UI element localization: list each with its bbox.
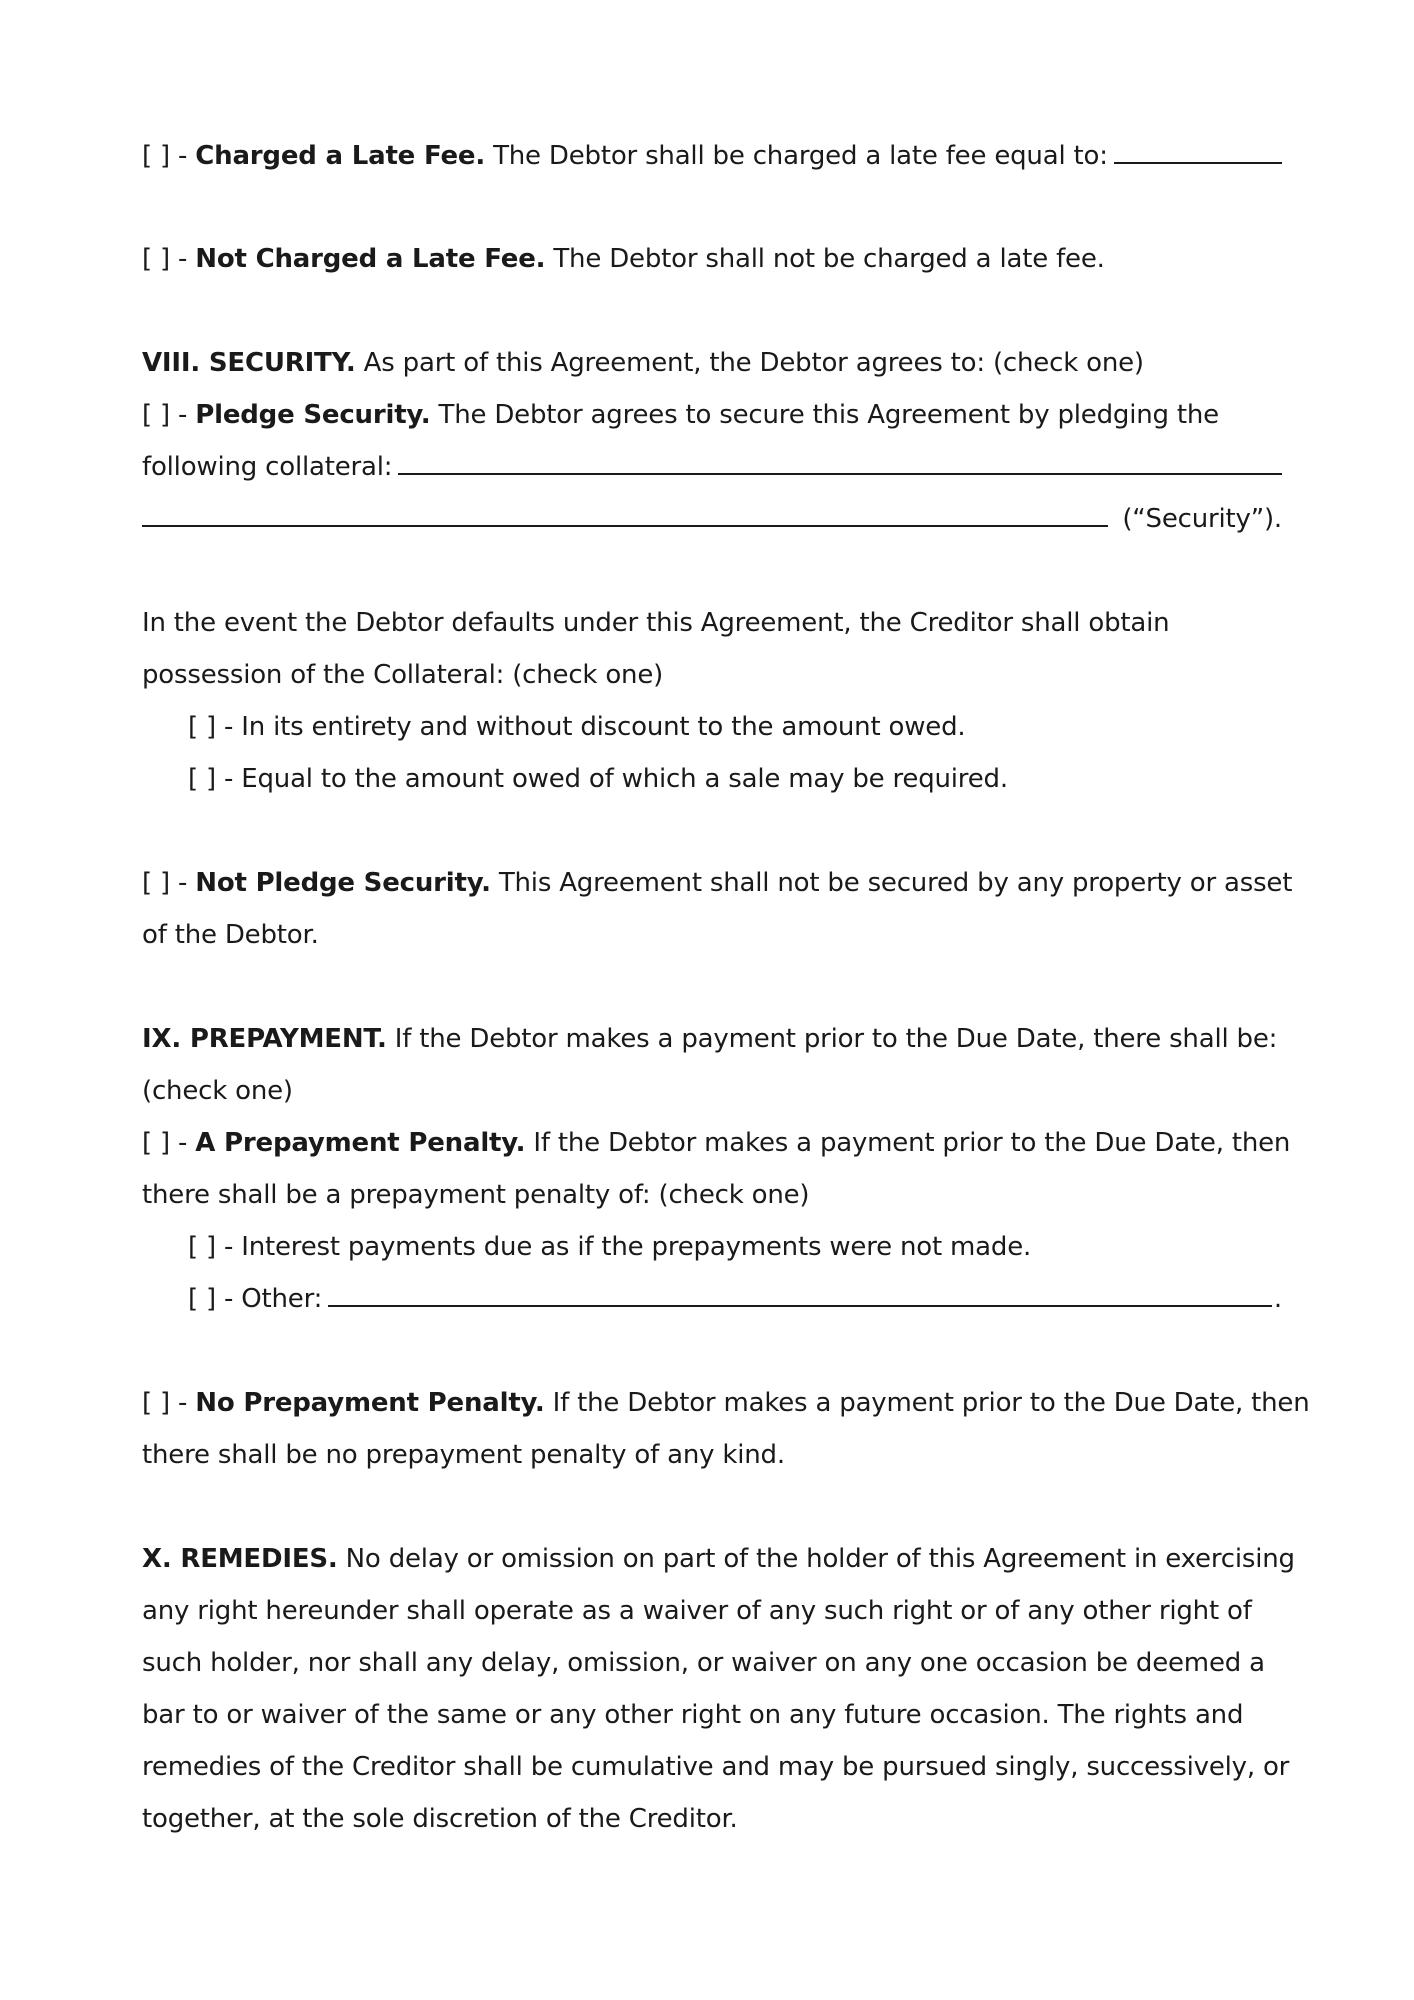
option-title: Charged a Late Fee. — [195, 141, 486, 171]
checkbox[interactable]: [ ] — [142, 244, 170, 274]
checkbox[interactable]: [ ] — [142, 868, 170, 898]
prepayment-section-heading: IX. PREPAYMENT. If the Debtor makes a payment prior to the Due Date, there shall be: — [142, 1024, 1278, 1054]
late-fee-not-charged-option: [ ] - Not Charged a Late Fee. The Debtor shall not be charged a late fee. — [142, 244, 1105, 274]
option-title: Not Charged a Late Fee. — [195, 244, 546, 274]
collateral-line: following collateral: — [142, 447, 1282, 487]
collateral-blank[interactable] — [398, 447, 1282, 475]
option-title: A Prepayment Penalty. — [195, 1128, 526, 1158]
security-section-heading: VIII. SECURITY. As part of this Agreement, the Debtor agrees to: (check one) — [142, 348, 1144, 378]
collateral-option-entirety[interactable]: [ ] - In its entirety and without discount to the amount owed. — [188, 712, 966, 742]
collateral-option-equal[interactable]: [ ] - Equal to the amount owed of which a sale may be required. — [188, 764, 1008, 794]
late-fee-charged-option: [ ] - Charged a Late Fee. The Debtor shall be charged a late fee equal to: — [142, 136, 1282, 176]
no-prepayment-penalty-line-2: there shall be no prepayment penalty of any kind. — [142, 1440, 785, 1470]
not-pledge-security-option: [ ] - Not Pledge Security. This Agreement shall not be secured by any property or asset — [142, 868, 1293, 898]
penalty-option-interest[interactable]: [ ] - Interest payments due as if the prepayments were not made. — [188, 1232, 1032, 1262]
remedies-line: such holder, nor shall any delay, omission, or waiver on any one occasion be deemed a — [142, 1648, 1265, 1678]
option-title: No Prepayment Penalty. — [195, 1388, 545, 1418]
remedies-line: bar to or waiver of the same or any other right on any future occasion. The rights and — [142, 1700, 1244, 1730]
other-penalty-blank[interactable] — [328, 1279, 1272, 1307]
option-title: Not Pledge Security. — [195, 868, 491, 898]
default-paragraph-line-2: possession of the Collateral: (check one) — [142, 660, 664, 690]
collateral-line-2: (“Security”). — [142, 499, 1282, 539]
not-pledge-security-line-2: of the Debtor. — [142, 920, 319, 950]
collateral-blank-2[interactable] — [142, 499, 1108, 527]
prepayment-penalty-option: [ ] - A Prepayment Penalty. If the Debtor makes a payment prior to the Due Date, then — [142, 1128, 1291, 1158]
no-prepayment-penalty-option: [ ] - No Prepayment Penalty. If the Debtor makes a payment prior to the Due Date, then — [142, 1388, 1310, 1418]
checkbox[interactable]: [ ] — [142, 1128, 170, 1158]
checkbox[interactable]: [ ] — [142, 141, 170, 171]
pledge-security-option: [ ] - Pledge Security. The Debtor agrees to secure this Agreement by pledging the — [142, 400, 1219, 430]
penalty-option-other[interactable]: [ ] - Other: . — [188, 1279, 1282, 1319]
remedies-line: remedies of the Creditor shall be cumulative and may be pursued singly, successively, or — [142, 1752, 1290, 1782]
section-title: IX. PREPAYMENT. — [142, 1024, 387, 1054]
document-page — [142, 0, 1310, 2000]
prepayment-intro-line-2: (check one) — [142, 1076, 293, 1106]
remedies-line: together, at the sole discretion of the Creditor. — [142, 1804, 738, 1834]
section-title: VIII. SECURITY. — [142, 348, 356, 378]
default-paragraph-line-1: In the event the Debtor defaults under this Agreement, the Creditor shall obtain — [142, 608, 1170, 638]
remedies-section-heading: X. REMEDIES. No delay or omission on part of the holder of this Agreement in exercising — [142, 1544, 1295, 1574]
section-title: X. REMEDIES. — [142, 1544, 338, 1574]
remedies-line: any right hereunder shall operate as a waiver of any such right or of any other right of — [142, 1596, 1252, 1626]
checkbox[interactable]: [ ] — [142, 1388, 170, 1418]
late-fee-amount-blank[interactable] — [1114, 136, 1282, 164]
option-title: Pledge Security. — [195, 400, 431, 430]
prepayment-penalty-line-2: there shall be a prepayment penalty of: (check one) — [142, 1180, 810, 1210]
checkbox[interactable]: [ ] — [142, 400, 170, 430]
